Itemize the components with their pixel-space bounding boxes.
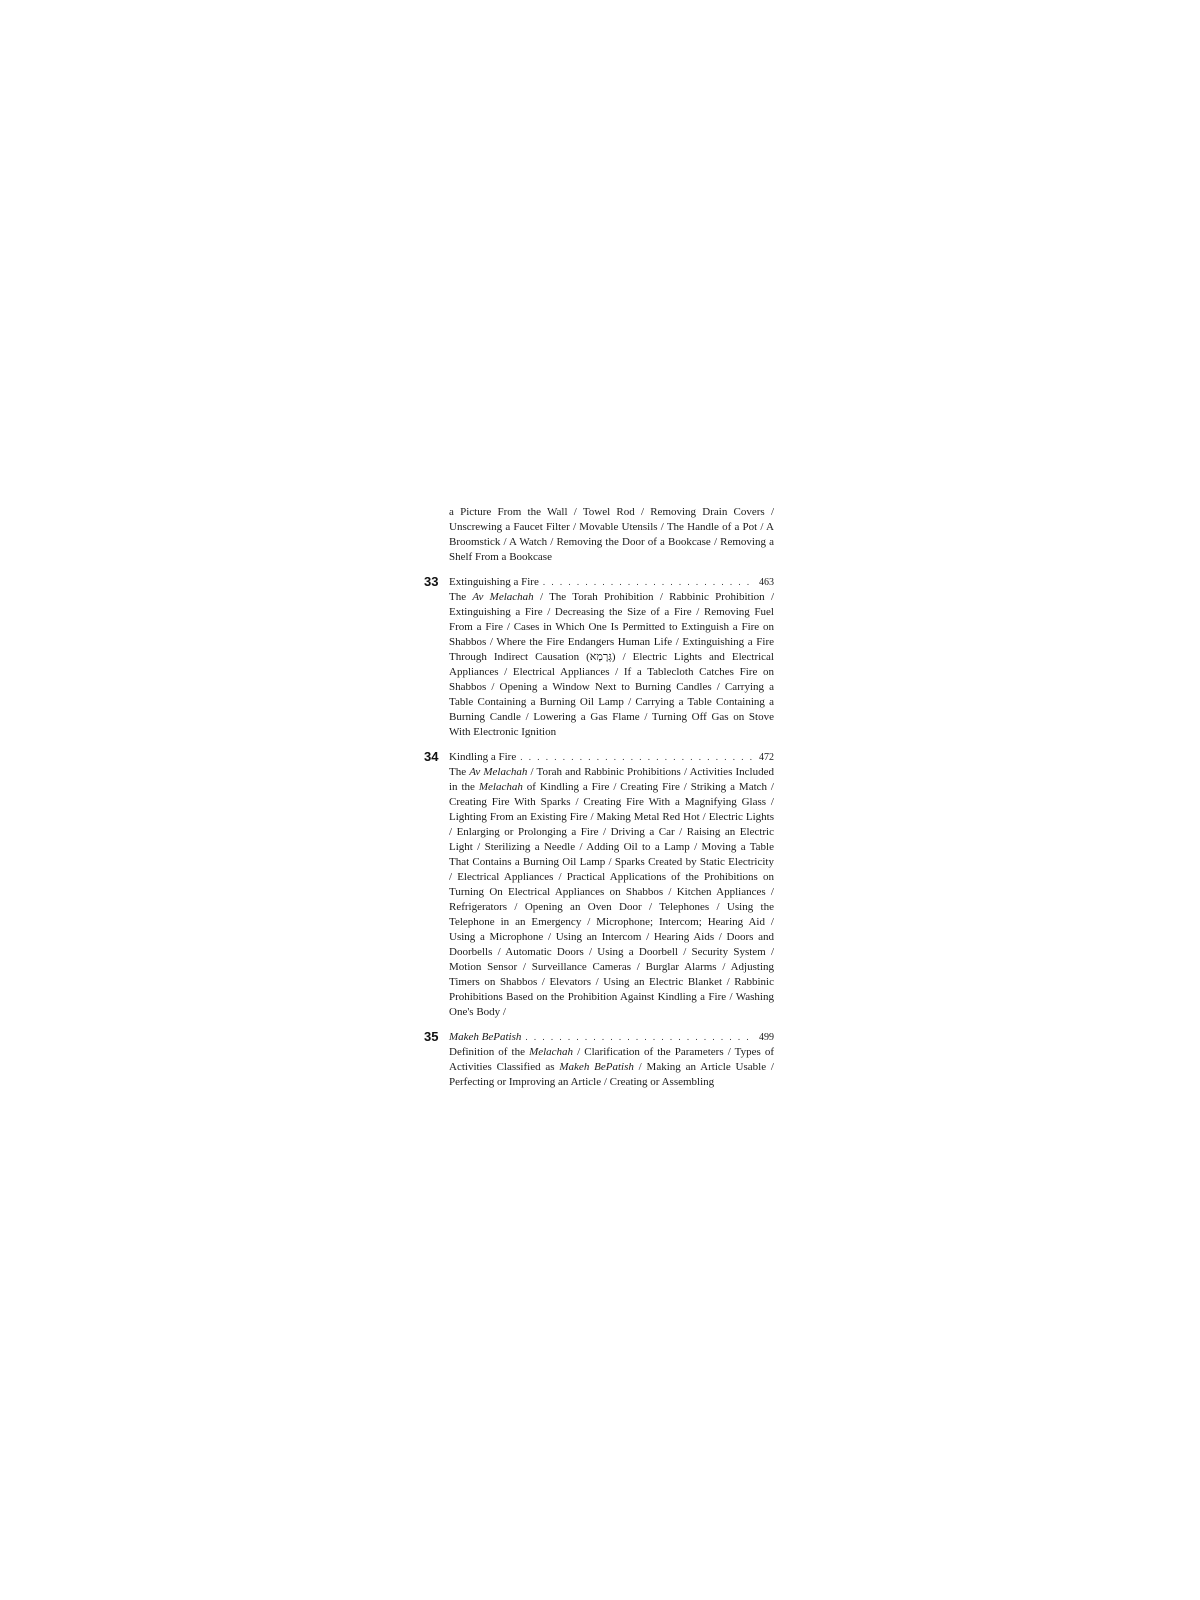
- entry-topics: [449, 765, 774, 1020]
- entry-topics: [449, 1045, 774, 1090]
- chapter-number: 34: [424, 749, 439, 764]
- entry-heading: [449, 575, 774, 590]
- topic-term: Melachah: [478, 781, 523, 793]
- entry-title: Kindling a Fire: [449, 751, 517, 763]
- topic-text: / Making an Article Usable / Perfecting or Improving an Article / Creating or Assembling: [449, 1061, 774, 1088]
- dot-leader: [520, 750, 755, 765]
- dot-leader: [543, 575, 755, 590]
- entry-page-number: 463: [759, 577, 774, 588]
- topic-term: Av Melachah: [469, 766, 528, 778]
- entry-title: Makeh BePatish: [449, 1031, 522, 1043]
- entry-topics: [449, 590, 774, 740]
- topic-term: Makeh BePatish: [559, 1061, 634, 1073]
- topic-text: Definition of the: [449, 1046, 530, 1058]
- chapter-number: 33: [424, 574, 439, 589]
- entry-heading: [449, 750, 774, 765]
- topic-text: / Torah and Rabbinic Prohibitions / Activities Included in the: [449, 766, 774, 793]
- table-of-contents-column: [424, 505, 774, 1100]
- topic-text: / Clarification of the Parameters / Types of Activities Classified as: [449, 1046, 774, 1073]
- entry-title: Extinguishing a Fire: [449, 576, 539, 588]
- toc-entry-34: [424, 749, 774, 1020]
- entry-heading: [449, 1030, 774, 1045]
- topic-text: of Kindling a Fire / Creating Fire / Striking a Match / Creating Fire With Sparks / Creating Fire With a Magnifying Glass / Lighting From an Existing Fire / Making Metal Red Hot / Electric Lights / Enlarging or Prolonging a Fire / Driving a Car / Raising an Electric Light / Sterilizing a Needle / Adding Oil to a Lamp / Moving a Table That Contains a Burning Oil Lamp / Sparks Created by Static Electricity / Electrical Appliances / Practical Applications of the Prohibitions on Turning On Electrical Appliances on Shabbos / Kitchen Appliances / Refrigerators / Opening an Oven Door / Telephones / Using the Telephone in an Emergency / Microphone; Intercom; Hearing Aid / Using a Microphone / Using an Intercom / Hearing Aids / Doors and Doorbells / Automatic Doors / Using a Doorbell / Security System / Motion Sensor / Surveillance Cameras / Burglar Alarms / Adjusting Timers on Shabbos / Elevators / Using an Electric Blanket / Rabbinic Prohibitions Based on the Prohibition Against Kindling a Fire / Washing One's Body /: [449, 781, 774, 1018]
- chapter-number: 35: [424, 1029, 439, 1044]
- toc-entry-33: [424, 574, 774, 740]
- toc-entry-35: [424, 1029, 774, 1090]
- topic-term: Melachah: [529, 1046, 574, 1058]
- topic-term: Av Melachah: [472, 591, 534, 603]
- entry-page-number: 472: [759, 752, 774, 763]
- continued-entry-text: a Picture From the Wall / Towel Rod / Removing Drain Covers / Unscrewing a Faucet Filter / Movable Utensils / The Handle of a Pot / A Broomstick / A Watch / Removing the Door of a Bookcase / Removing a Shelf From a Bookcase: [449, 506, 774, 563]
- entry-page-number: 499: [759, 1032, 774, 1043]
- topic-text: The: [449, 766, 470, 778]
- topic-text: The: [449, 591, 473, 603]
- topic-text: / The Torah Prohibition / Rabbinic Prohibition / Extinguishing a Fire / Decreasing the Size of a Fire / Removing Fuel From a Fire / Cases in Which One Is Permitted to Extinguish a Fire on Shabbos / Where the Fire Endangers Human Life / Extinguishing a Fire Through Indirect Causation (גְּרָמָא) / Electric Lights and Electrical Appliances / Electrical Appliances / If a Tablecloth Catches Fire on Shabbos / Opening a Window Next to Burning Candles / Carrying a Table Containing a Burning Oil Lamp / Carrying a Table Containing a Burning Candle / Lowering a Gas Flame / Turning Off Gas on Stove With Electronic Ignition: [449, 591, 774, 738]
- dot-leader: [525, 1030, 755, 1045]
